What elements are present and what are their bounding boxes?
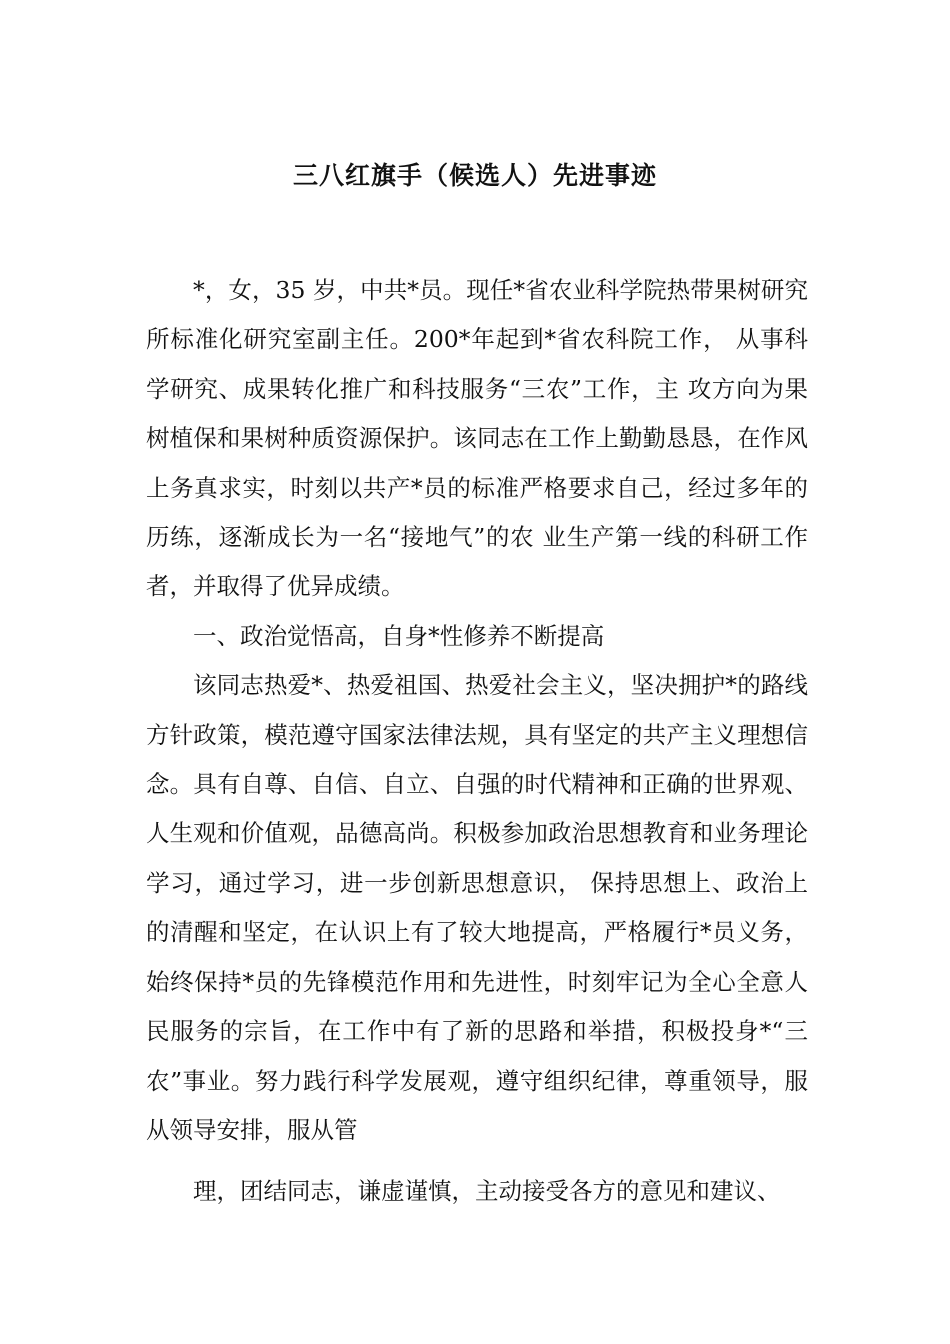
paragraph-intro: *，女，35 岁，中共*员。现任*省农业科学院热带果树研究所标准化研究室副主任。200*年起到*省农科院工作， 从事科学研究、成果转化推广和科技服务“三农”工作，主 攻方向为果树植保和果树种质资源保护。该同志在工作上勤勤恳恳，在作风上务真求实，时刻以共产*员的标准严格要求自己，经过多年的历练，逐渐成长为一名“接地气”的农 业生产第一线的科研工作者，并取得了优异成绩。 xyxy=(146,276,808,601)
document-body xyxy=(146,266,808,1155)
section-heading-1: 一、政治觉悟高，自身*性修养不断提高 xyxy=(193,621,605,650)
paragraph-continued: 理，团结同志，谦虚谨慎，主动接受各方的意见和建议、 xyxy=(193,1177,781,1205)
paragraph-political: 该同志热爱*、热爱祖国、热爱社会主义，坚决拥护*的路线方针政策，模范遵守国家法律法规，具有坚定的共产主义理想信念。具有自尊、自信、自立、自强的时代精神和正确的世界观、人生观和价值观，品德高尚。积极参加政治思想教育和业务理论学习，通过学习，进一步创新思想意识， 保持思想上、政治上的清醒和坚定，在认识上有了较大地提高，严格履行*员义务，始终保持*员的先锋模范作用和先进性，时刻牢记为全心全意人民服务的宗旨，在工作中有了新的思路和举措，积极投身*“三农”事业。努力践行科学发展观，遵守组织纪律，尊重领导，服从领导安排，服从管 xyxy=(146,671,808,1144)
document-title: 三八红旗手（候选人）先进事迹 xyxy=(292,161,657,190)
document-body-continued xyxy=(146,1167,808,1216)
